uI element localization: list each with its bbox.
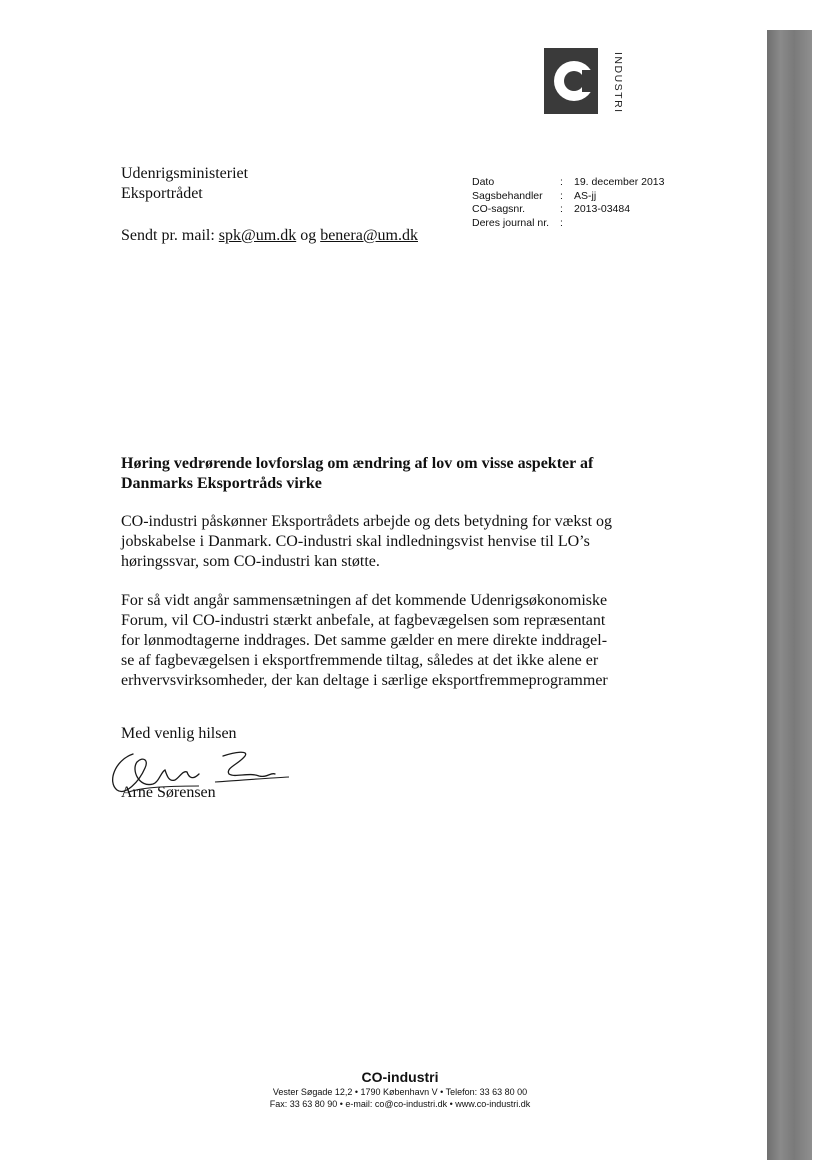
meta-key: Dato: [472, 176, 495, 188]
meta-value: 19. december 2013: [574, 176, 665, 188]
email-link-benera[interactable]: benera@um.dk: [320, 227, 418, 244]
body-paragraph-2: [121, 591, 661, 691]
sent-by-mail: [121, 226, 418, 246]
recipient-line-2: Eksportrådet: [121, 185, 203, 202]
paragraph-line: Forum, vil CO-industri stærkt anbefale, at fagbevægelsen som repræsentant: [121, 612, 606, 629]
recipient-line-1: Udenrigsministeriet: [121, 165, 249, 182]
paragraph-line: se af fagbevægelsen i eksportfremmende tiltag, således at det ikke alene er: [121, 652, 599, 669]
sent-joiner: og: [300, 227, 317, 244]
email-link-spk[interactable]: spk@um.dk: [218, 227, 297, 244]
paragraph-line: erhvervsvirksomheder, der kan deltage i særlige eksportfremmeprogrammer: [121, 672, 608, 689]
meta-value: AS-jj: [574, 189, 597, 202]
meta-row-case-number: [472, 203, 664, 217]
signer-name: Arne Sørensen: [121, 784, 216, 801]
paragraph-line: For så vidt angår sammensætningen af det kommende Udenrigsøkonomiske: [121, 592, 608, 609]
paragraph-line: jobskabelse i Danmark. CO-industri skal indledningsvist henvise til LO’s: [121, 533, 590, 550]
body-paragraph-1: [121, 512, 661, 572]
meta-colon: :: [560, 203, 563, 215]
meta-colon: :: [560, 176, 563, 188]
meta-value: 2013-03484: [574, 203, 631, 215]
sent-prefix: Sendt pr. mail:: [121, 227, 215, 244]
meta-key: Deres journal nr.: [472, 216, 550, 229]
reference-block: [472, 176, 664, 230]
meta-key: Sagsbehandler: [472, 189, 543, 202]
meta-colon: :: [560, 216, 563, 229]
meta-key: CO-sagsnr.: [472, 203, 526, 215]
letter-subject: [121, 454, 661, 494]
subject-line-1: Høring vedrørende lovforslag om ændring af lov om visse aspekter af: [121, 455, 594, 472]
co-industri-logo: [544, 48, 624, 114]
paragraph-line: CO-industri påskønner Eksportrådets arbejde og dets betydning for vækst og: [121, 513, 613, 530]
recipient-address: [121, 164, 248, 204]
logo-wordmark: INDUSTRI: [612, 52, 624, 114]
footer-address: Vester Søgade 12,2 • 1790 København V • Telefon: 33 63 80 00: [272, 1087, 528, 1097]
letterhead-footer: [200, 1068, 600, 1110]
meta-row-date: [472, 176, 664, 190]
scan-edge-shadow: [767, 30, 812, 1160]
footer-contact: Fax: 33 63 80 90 • e-mail: co@co-industri.dk • www.co-industri.dk: [269, 1099, 531, 1109]
meta-row-journal-number: [472, 217, 664, 231]
meta-colon: :: [560, 189, 563, 202]
footer-organisation: CO-industri: [361, 1069, 439, 1085]
subject-line-2: Danmarks Eksportråds virke: [121, 475, 322, 492]
paragraph-line: for lønmodtagerne inddrages. Det samme gælder en mere direkte inddragel-: [121, 632, 608, 649]
closing-greeting: Med venlig hilsen: [121, 725, 237, 742]
paragraph-line: høringssvar, som CO-industri kan støtte.: [121, 553, 380, 570]
meta-row-case-officer: [472, 190, 664, 204]
